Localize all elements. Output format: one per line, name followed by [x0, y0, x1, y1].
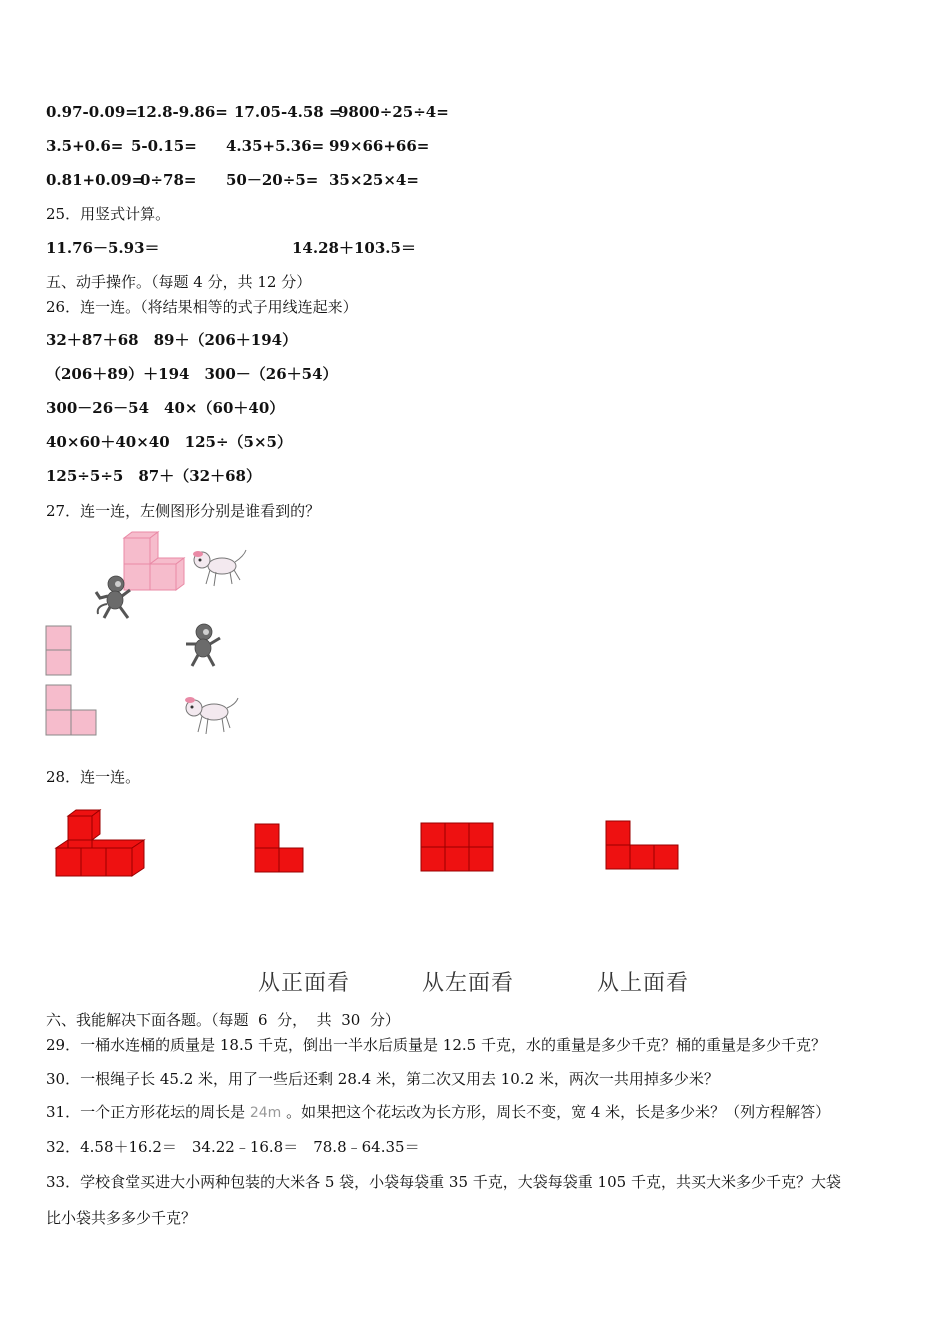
dog-icon	[188, 546, 248, 588]
view-label-top: 从上面看	[597, 971, 690, 996]
view-two-stacked-squares	[45, 625, 75, 677]
red-l-shape	[254, 823, 306, 875]
q25-item-1: 11.76－5.93＝	[46, 239, 160, 257]
q31-text	[46, 1102, 830, 1123]
section-6-title: 六、我能解决下面各题。（每题 6 分， 共 30 分）	[46, 1011, 400, 1029]
q26-row-4: 40×60＋40×40 125÷（5×5）	[46, 433, 292, 451]
red-long-l-shape	[605, 820, 681, 872]
monkey-icon-2	[180, 622, 226, 668]
q26-title: 26．连一连。（将结果相等的式子用线连起来）	[46, 298, 358, 316]
q24-r2-c3: 4.35+5.36=	[226, 137, 325, 155]
q31-before: 31．一个正方形花坛的周长是	[46, 1103, 250, 1121]
q26-row-3: 300－26－54 40×（60＋40）	[46, 399, 285, 417]
q30-text: 30．一根绳子长 45.2 米，用了一些后还剩 28.4 米，第二次又用去 10.2 米，两次一共用掉多少米？	[46, 1070, 719, 1088]
q31-measure: 24m	[249, 1105, 282, 1121]
red-3d-block-figure	[52, 808, 150, 882]
q32-text: 32．4.58＋16.2＝ 34.22﹣16.8＝ 78.8﹣64.35＝	[46, 1138, 420, 1156]
q24-r1-c1: 0.97-0.09=	[46, 103, 138, 121]
dog-icon-2	[180, 692, 240, 736]
view-label-left: 从左面看	[422, 971, 515, 996]
q26-row-2: （206＋89）＋194 300－（26＋54）	[46, 365, 338, 383]
q33-line-1: 33．学校食堂买进大小两种包装的大米各 5 袋，小袋每袋重 35 千克，大袋每袋重 105 千克，共买大米多少千克？大袋	[46, 1173, 841, 1191]
q31-after: 。如果把这个花坛改为长方形，周长不变，宽 4 米，长是多少米？（列方程解答）	[281, 1103, 831, 1121]
q27-title: 27．连一连，左侧图形分别是谁看到的？	[46, 502, 321, 520]
q26-row-5: 125÷5÷5 87＋（32＋68）	[46, 467, 261, 485]
section-5-title: 五、动手操作。（每题 4 分，共 12 分）	[46, 273, 312, 291]
q33-line-2: 比小袋共多多少千克？	[46, 1209, 197, 1227]
q25-item-2: 14.28＋103.5＝	[292, 239, 416, 257]
q24-r2-c2: 5-0.15=	[131, 137, 197, 155]
q24-r1-c3: 17.05-4.58 =	[234, 103, 342, 121]
red-3x2-grid	[420, 822, 496, 874]
q24-r2-c1: 3.5+0.6=	[46, 137, 124, 155]
q24-r1-c2: 12.8-9.86=	[136, 103, 228, 121]
q24-r3-c3: 50－20÷5=	[226, 171, 319, 189]
q25-title: 25．用竖式计算。	[46, 205, 171, 223]
q24-r3-c2: 0÷78=	[140, 171, 197, 189]
monkey-icon	[92, 574, 138, 620]
q28-title: 28．连一连。	[46, 768, 141, 786]
q26-row-1: 32＋87＋68 89＋（206＋194）	[46, 331, 298, 349]
q24-r3-c4: 35×25×4=	[329, 171, 419, 189]
q29-text: 29．一桶水连桶的质量是 18.5 千克，倒出一半水后质量是 12.5 千克，水的重量是多少千克？桶的重量是多少千克？	[46, 1036, 826, 1054]
view-label-front: 从正面看	[258, 971, 351, 996]
view-l-shape	[45, 684, 101, 738]
q24-r2-c4: 99×66+66=	[329, 137, 430, 155]
q24-r3-c1: 0.81+0.09=	[46, 171, 145, 189]
q24-r1-c4: 9800÷25÷4=	[338, 103, 449, 121]
